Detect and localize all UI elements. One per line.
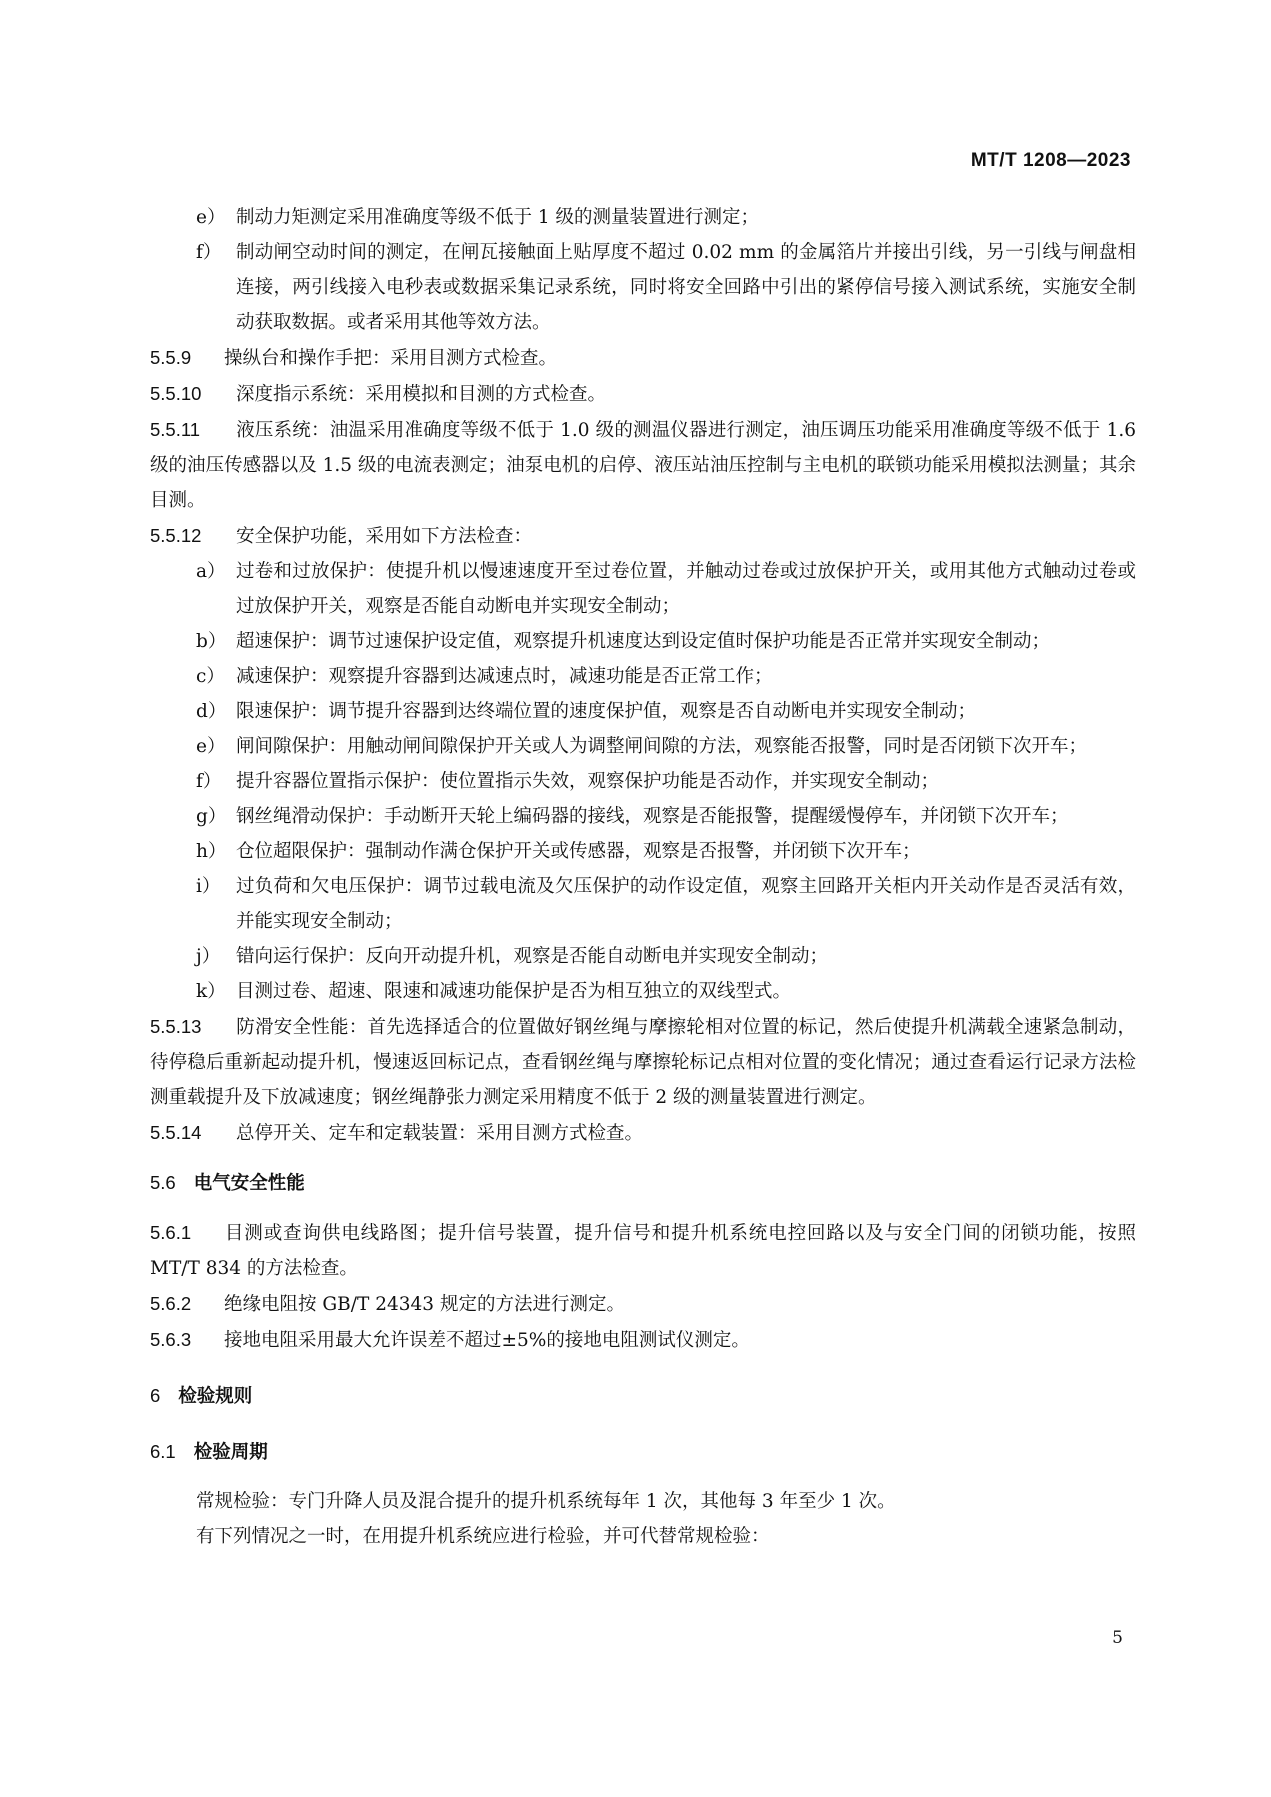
list-item-label: a） xyxy=(196,561,226,582)
list-item-text: 错向运行保护：反向开动提升机，观察是否能自动断电并实现安全制动； xyxy=(236,946,829,967)
clause-text: 目测或查询供电线路图；提升信号装置，提升信号和提升机系统电控回路以及与安全门间的闭锁功能，按照 MT/T 834 的方法检查。 xyxy=(150,1223,1136,1279)
clause-5-5-12 xyxy=(150,518,1136,554)
list-item xyxy=(150,694,1136,729)
list-item-label: c） xyxy=(196,666,225,687)
list-5-5-12 xyxy=(150,554,1136,1009)
list-item-label: e） xyxy=(196,736,226,757)
list-item-text: 限速保护：调节提升容器到达终端位置的速度保护值，观察是否自动断电并实现安全制动； xyxy=(236,701,977,722)
list-item xyxy=(150,764,1136,799)
paragraph: 常规检验：专门升降人员及混合提升的提升机系统每年 1 次，其他每 3 年至少 1 次。 xyxy=(196,1491,896,1512)
clause-number: 5.5.10 xyxy=(150,383,202,404)
clause-number: 5.6.2 xyxy=(150,1293,192,1314)
clause-5-5-13 xyxy=(150,1009,1136,1115)
clause-5-5-11 xyxy=(150,412,1136,518)
clause-text: 接地电阻采用最大允许误差不超过±5%的接地电阻测试仪测定。 xyxy=(224,1330,750,1351)
list-item-label: k） xyxy=(196,981,226,1002)
section-heading-5-6 xyxy=(150,1165,1136,1201)
list-item-text: 仓位超限保护：强制动作满仓保护开关或传感器，观察是否报警，并闭锁下次开车； xyxy=(236,841,921,862)
list-item xyxy=(150,799,1136,834)
paragraph: 有下列情况之一时，在用提升机系统应进行检验，并可代替常规检验： xyxy=(196,1526,770,1547)
list-item-label: g） xyxy=(196,806,227,827)
list-item-text: 目测过卷、超速、限速和减速功能保护是否为相互独立的双线型式。 xyxy=(236,981,792,1002)
clause-number: 5.5.13 xyxy=(150,1016,202,1037)
list-item xyxy=(150,869,1136,939)
clause-5-5-9 xyxy=(150,340,1136,376)
clause-text: 安全保护功能，采用如下方法检查： xyxy=(236,526,533,547)
clause-5-6-3 xyxy=(150,1322,1136,1358)
list-item-label: f） xyxy=(196,242,222,263)
section-title: 检验周期 xyxy=(193,1442,268,1463)
list-item-label: e） xyxy=(196,207,226,228)
list-item-text: 钢丝绳滑动保护：手动断开天轮上编码器的接线，观察是否能报警，提醒缓慢停车，并闭锁下次开车； xyxy=(236,806,1069,827)
section-heading-6-1 xyxy=(150,1434,1136,1470)
list-item-label: d） xyxy=(196,701,227,722)
page-number: 5 xyxy=(1112,1628,1123,1648)
list-item-text: 过负荷和欠电压保护：调节过载电流及欠压保护的动作设定值，观察主回路开关柜内开关动作是否灵活有效，并能实现安全制动； xyxy=(236,876,1136,932)
clause-text: 总停开关、定车和定载装置：采用目测方式检查。 xyxy=(236,1123,644,1144)
list-item xyxy=(150,974,1136,1009)
clause-number: 5.5.9 xyxy=(150,347,192,368)
list-item-label: f） xyxy=(196,771,222,792)
list-item xyxy=(150,659,1136,694)
chapter-heading-6 xyxy=(150,1378,1136,1414)
list-item xyxy=(150,834,1136,869)
list-item xyxy=(150,554,1136,624)
list-item-text: 减速保护：观察提升容器到达减速点时，减速功能是否正常工作； xyxy=(236,666,773,687)
clause-number: 5.5.14 xyxy=(150,1122,202,1143)
clause-5-6-1 xyxy=(150,1215,1136,1286)
clause-5-5-10 xyxy=(150,376,1136,412)
list-item xyxy=(150,729,1136,764)
list-item-text: 过卷和过放保护：使提升机以慢速速度开至过卷位置，并触动过卷或过放保护开关，或用其他方式触动过卷或过放保护开关，观察是否能自动断电并实现安全制动； xyxy=(236,561,1136,617)
section-number: 6.1 xyxy=(150,1441,176,1462)
list-item xyxy=(150,235,1136,340)
clause-number: 5.6.3 xyxy=(150,1329,192,1350)
chapter-number: 6 xyxy=(150,1385,161,1406)
clause-5-6-2 xyxy=(150,1286,1136,1322)
list-item xyxy=(150,624,1136,659)
clause-number: 5.6.1 xyxy=(150,1222,192,1243)
list-item xyxy=(150,939,1136,974)
section-number: 5.6 xyxy=(150,1172,176,1193)
clause-text: 绝缘电阻按 GB/T 24343 规定的方法进行测定。 xyxy=(224,1294,625,1315)
list-item-text: 提升容器位置指示保护：使位置指示失效，观察保护功能是否动作，并实现安全制动； xyxy=(236,771,940,792)
clause-text: 防滑安全性能：首先选择适合的位置做好钢丝绳与摩擦轮相对位置的标记，然后使提升机满载全速紧急制动，待停稳后重新起动提升机，慢速返回标记点，查看钢丝绳与摩擦轮标记点相对位置的变化情况；通过查看运行记录方法检测重载提升及下放减速度；钢丝绳静张力测定采用精度不低于 2 级的测量装置进行测定。 xyxy=(150,1017,1136,1108)
page-content xyxy=(150,200,1136,1554)
clause-text: 深度指示系统：采用模拟和目测的方式检查。 xyxy=(236,384,607,405)
list-item-text: 超速保护：调节过速保护设定值，观察提升机速度达到设定值时保护功能是否正常并实现安全制动； xyxy=(236,631,1051,652)
clause-5-5-14 xyxy=(150,1115,1136,1151)
clause-text: 液压系统：油温采用准确度等级不低于 1.0 级的测温仪器进行测定，油压调压功能采用准确度等级不低于 1.6 级的油压传感器以及 1.5 级的电流表测定；油泵电机的启停、液压站油压控制与主电机的联锁功能采用模拟法测量；其余目测。 xyxy=(150,420,1136,511)
standard-code-header: MT/T 1208—2023 xyxy=(970,150,1131,171)
clause-number: 5.5.11 xyxy=(150,419,201,440)
list-item-label: b） xyxy=(196,631,227,652)
list-item-text: 制动力矩测定采用准确度等级不低于 1 级的测量装置进行测定； xyxy=(236,207,760,228)
clause-number: 5.5.12 xyxy=(150,525,202,546)
list-item xyxy=(150,200,1136,235)
section-title: 电气安全性能 xyxy=(193,1173,305,1194)
list-item-text: 闸间隙保护：用触动闸间隙保护开关或人为调整闸间隙的方法，观察能否报警，同时是否闭锁下次开车； xyxy=(236,736,1088,757)
list-item-label: i） xyxy=(196,876,221,897)
list-item-label: h） xyxy=(196,841,227,862)
chapter-title: 检验规则 xyxy=(178,1386,253,1407)
list-item-text: 制动闸空动时间的测定，在闸瓦接触面上贴厚度不超过 0.02 mm 的金属箔片并接出引线，另一引线与闸盘相连接，两引线接入电秒表或数据采集记录系统，同时将安全回路中引出的紧停信号接入测试系统，实施安全制动获取数据。或者采用其他等效方法。 xyxy=(236,242,1136,333)
list-item-label: j） xyxy=(196,946,221,967)
clause-text: 操纵台和操作手把：采用目测方式检查。 xyxy=(224,348,558,369)
